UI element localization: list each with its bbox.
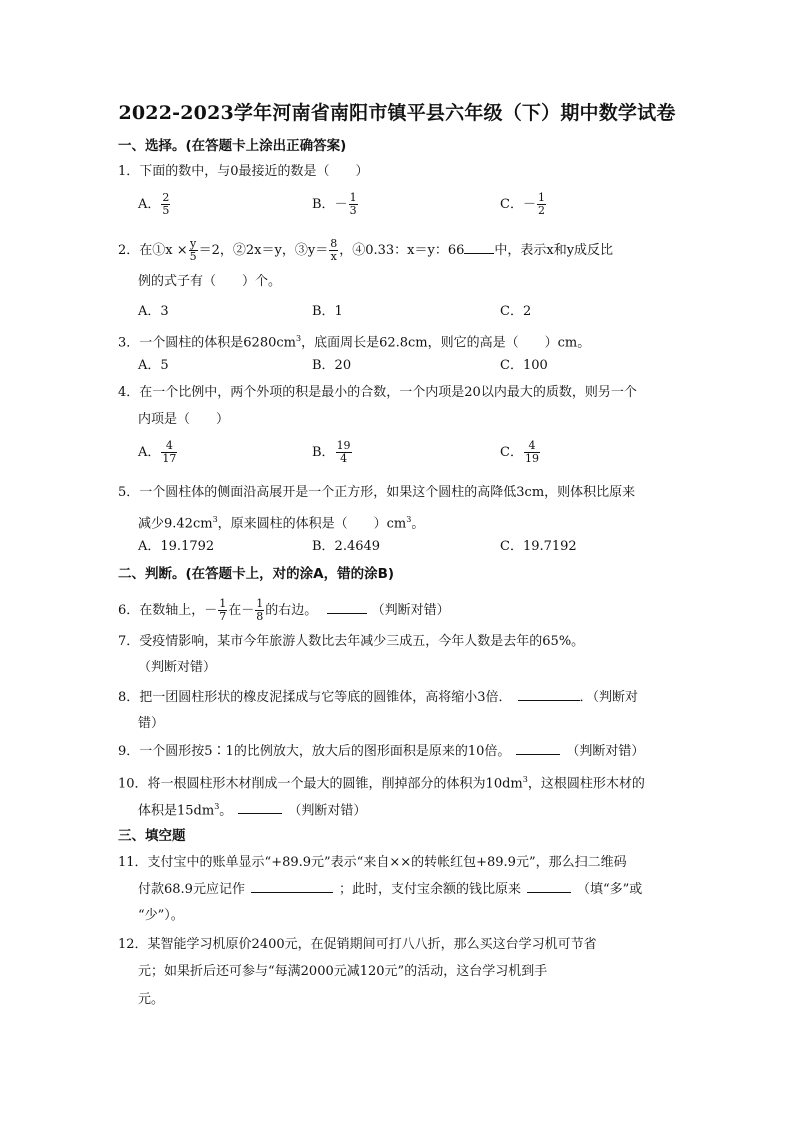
question-3-stem: 3．一个圆柱的体积是$6280cm^3$，底面周长是62.8cm，则它的高是（ ）cm。	[118, 334, 591, 351]
question-2-option-c: C．2	[500, 304, 532, 319]
question-5-option-b: B．2.4649	[312, 539, 381, 554]
answer-blank	[516, 742, 560, 755]
question-8-line-1: 8．把一团圆柱形状的橡皮泥揉成与它等底的圆锥体，高将缩小3倍． ．（判断对	[118, 690, 639, 705]
question-1-option-c: C．－ $\frac{1}{2}$	[500, 191, 545, 217]
question-2-option-b: B．1	[312, 304, 343, 319]
question-5-option-c: C．19.7192	[500, 539, 577, 554]
question-12-line-1: 12．某智能学习机原价2400元，在促销期间可打八八折，那么买这台学习机可节省	[118, 937, 597, 952]
question-11-line-1: 11．支付宝中的账单显示“+89.9元”表示“来自××的转帐红包+89.9元”，那么扫二维码	[118, 855, 627, 870]
answer-blank	[238, 801, 282, 814]
question-9: 9．一个圆形按5∶1的比例放大，放大后的图形面积是原来的10倍。 （判断对错）	[118, 744, 645, 759]
question-2-line-1: 2．在①x × $\frac{y}{5}$ ＝2，②2x＝y，③y＝ $\frac{8}{x}$ ，④0.33：x＝y：66 中，表示x和y成反比	[118, 237, 614, 263]
question-3-option-b: B．20	[312, 358, 352, 373]
question-2-option-a: A．3	[138, 304, 169, 319]
question-3-option-c: C．100	[500, 358, 548, 373]
question-11-line-3: “少”）。	[138, 908, 184, 923]
question-11-line-2: 付款68.9元应记作 ；此时，支付宝余额的钱比原来 （填“多”或	[138, 882, 643, 897]
answer-blank	[527, 880, 571, 893]
answer-blank	[327, 601, 367, 614]
question-4-line-1: 4．在一个比例中，两个外项的积是最小的合数，一个内项是20以内最大的质数，则另一个	[118, 385, 637, 400]
question-7-line-2: （判断对错）	[138, 660, 217, 675]
section-heading-fill-in: 三、填空题	[118, 828, 186, 844]
question-1-stem: 1．下面的数中，与0最接近的数是（ ）	[118, 164, 369, 179]
question-2-line-2: 例的式子有（ ）个。	[138, 274, 282, 289]
answer-blank	[464, 241, 494, 254]
question-5-line-1: 5．一个圆柱体的侧面沿高展开是一个正方形，如果这个圆柱的高降低3cm，则体积比原来	[118, 485, 636, 500]
question-4-line-2: 内项是（ ）	[138, 412, 230, 427]
question-12-line-3: 元。	[138, 992, 165, 1007]
question-3-option-a: A．5	[138, 358, 169, 373]
question-5-line-2: 减少$9.42cm^3$，原来圆柱的体积是（ ）$cm^3$。	[138, 515, 425, 532]
question-1-option-b: B．－ $\frac{1}{3}$	[312, 191, 357, 217]
question-8-line-2: 错）	[138, 716, 165, 731]
question-5-option-a: A．19.1792	[138, 539, 215, 554]
question-4-option-a: A． $\frac{4}{17}$	[138, 439, 177, 465]
question-4-option-b: B． $\frac{19}{4}$	[312, 439, 351, 465]
section-heading-judgement: 二、判断。(在答题卡上，对的涂A，错的涂B)	[118, 566, 395, 582]
question-12-line-2: 元；如果折后还可参与“每满2000元减120元”的活动，这台学习机到手	[138, 964, 548, 979]
question-10-line-2: 体积是$15dm^3$。 （判断对错）	[138, 802, 367, 819]
question-7-line-1: 7．受疫情影响，某市今年旅游人数比去年减少三成五，今年人数是去年的65%。	[118, 634, 585, 649]
question-1-option-a: A． $\frac{2}{5}$	[138, 191, 170, 217]
answer-blank	[251, 880, 333, 893]
question-6: 6．在数轴上，－ $\frac{1}{7}$ 在－ $\frac{1}{8}$ 的右边。 （判断对错）	[118, 597, 450, 623]
answer-blank	[518, 688, 580, 701]
section-heading-choice: 一、选择。(在答题卡上涂出正确答案)	[118, 138, 347, 154]
question-10-line-1: 10．将一根圆柱形木材削成一个最大的圆锥，削掉部分的体积为$10dm^3$，这根圆柱形木材的	[118, 775, 645, 792]
page-title: 2022-2023学年河南省南阳市镇平县六年级（下）期中数学试卷	[118, 102, 676, 124]
question-4-option-c: C． $\frac{4}{19}$	[500, 439, 539, 465]
